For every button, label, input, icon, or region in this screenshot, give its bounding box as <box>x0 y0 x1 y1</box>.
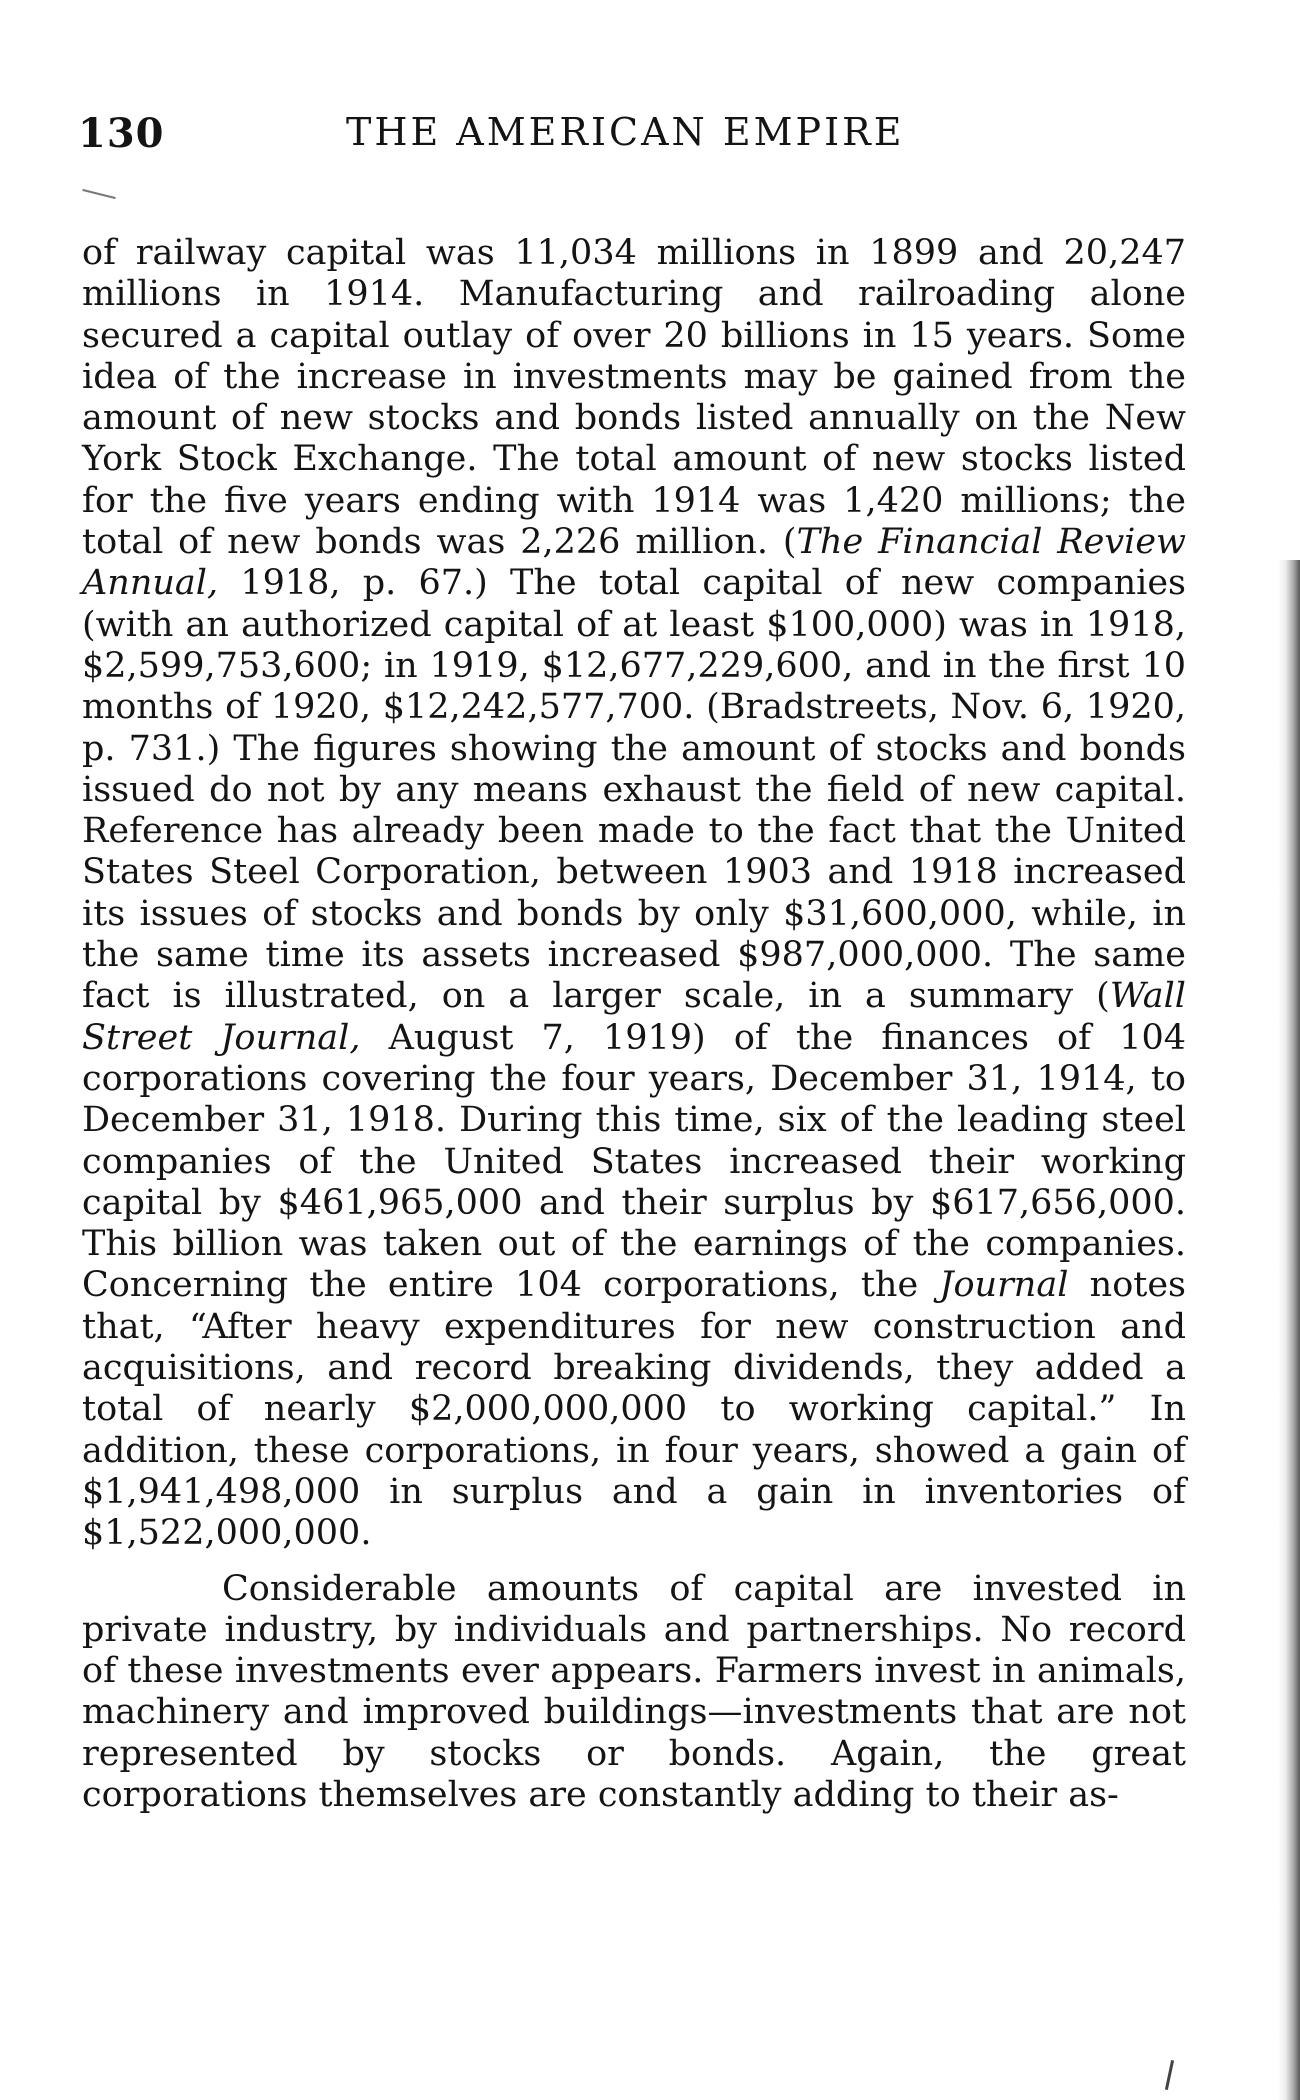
paragraph-2: Considerable amounts of capital are invested in private industry, by individuals and partnerships. No record of these investments ever appears. Farmers invest in animals, machinery and improved buildings—investments that are not represented by stocks or bonds. Again, the great corporations themselves are constantly adding to their as- <box>82 1568 1186 1815</box>
citation-journal: Journal <box>939 1265 1069 1306</box>
text-run: August 7, 1919) of the finances of 104 corporations covering the four years, December 31, 1914, to December 31, 1918. During this time, six of the leading steel companies of the United States increased their working capital by $461,965,000 and their surplus by $617,656,000. This billion was taken out of the earnings of the companies. Concerning the entire 104 corporations, the <box>82 1017 1186 1306</box>
print-speck <box>82 189 115 199</box>
citation-wall-street-journal: Wall Street Journal, <box>82 976 1186 1058</box>
margin-mark <box>1165 2060 1174 2090</box>
paragraph-1 <box>82 233 1186 1555</box>
running-title: THE AMERICAN EMPIRE <box>346 110 905 154</box>
text-run: notes that, “After heavy expenditures for new construction and acquisitions, and record breaking dividends, they added a total of nearly $2,000,000,000 to working capital.” In addition, these corporations, in four years, showed a gain of $1,941,498,000 in surplus and a gain in inventories of $1,522,000,000. <box>82 1265 1187 1554</box>
body-text <box>82 233 1186 1816</box>
page-number: 130 <box>78 110 165 157</box>
citation-financial-review: The Financial Review Annual, <box>82 522 1186 604</box>
text-run: of railway capital was 11,034 millions in 1899 and 20,247 millions in 1914. Manufacturing and railroading alone secured a capital outlay of over 20 billions in 15 years. Some idea of the increase in investments may be gained from the amount of new stocks and bonds listed annually on the New York Stock Exchange. The total amount of new stocks listed for the five years ending with 1914 was 1,420 millions; the total of new bonds was 2,226 million. ( <box>82 233 1186 563</box>
running-head <box>78 110 1178 170</box>
page-edge-shadow <box>1278 560 1300 2100</box>
text-run: 1918, p. 67.) The total capital of new companies (with an authorized capital of at least $100,000) was in 1918, $2,599,753,600; in 1919, $12,677,229,600, and in the first 10 months of 1920, $12,242,577,700. (Bradstreets, Nov. 6, 1920, p. 731.) The figures showing the amount of stocks and bonds issued do not by any means exhaust the field of new capital. Reference has already been made to the fact that the United States Steel Corporation, between 1903 and 1918 increased its issues of stocks and bonds by only $31,600,000, while, in the same time its assets increased $987,000,000. The same fact is illustrated, on a larger scale, in a summary ( <box>82 563 1186 1017</box>
